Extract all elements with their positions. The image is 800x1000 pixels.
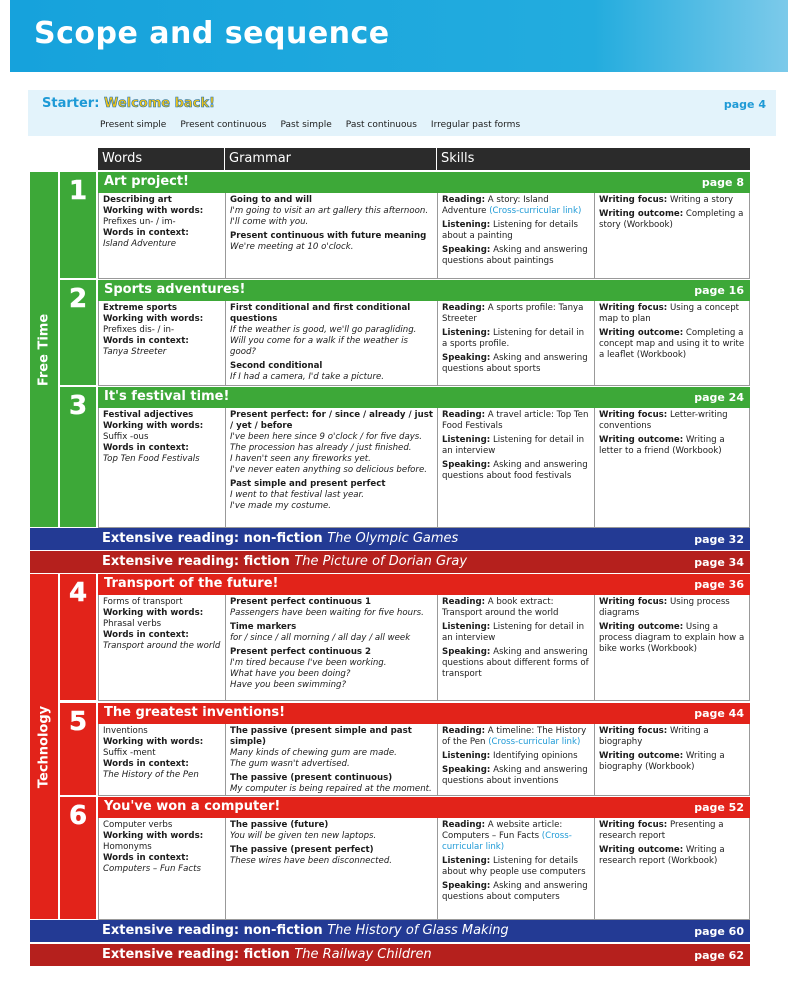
unit-title-bar [98,387,750,408]
unit-title: You've won a computer! [104,799,281,814]
skills-cell: Reading: A story: Island Adventure (Cross-curricular link) Listening: Listening for details about a painting Speaking: Asking and answering questions about paintings [438,193,595,278]
starter-item: Past simple [280,120,332,130]
theme-free-time [30,172,58,527]
page-title: Scope and sequence [34,16,390,51]
starter-items [100,120,520,130]
unit-body [98,301,750,386]
unit-number: 1 [60,172,96,278]
extensive-page: page 62 [694,949,744,962]
starter-item: Irregular past forms [430,120,521,130]
extensive-reading-bar: Extensive reading: fiction The Railway Children page 62 [30,944,750,966]
words-cell: Festival adjectives Working with words: Suffix -ous Words in context: Top Ten Food Festivals [99,408,226,527]
grammar-cell: The passive (future) You will be given ten new laptops. The passive (present perfect) These wires have been disconnected. [226,818,438,919]
unit-3 [98,387,750,528]
table-header [98,148,750,170]
writing-cell: Writing focus: Using process diagrams Writing outcome: Using a process diagram to explain how a bike works (Workbook) [599,597,745,654]
starter-page: page 4 [723,98,766,111]
unit-page: page 8 [701,176,744,189]
words-cell: Computer verbs Working with words: Homonyms Words in context: Computers – Fun Facts [99,818,226,919]
skills-cell: Reading: A website article: Computers – Fun Facts (Cross-curricular link) Listening: Listening for details about why people use computers Speaking: Asking and answering questions about computers [438,818,595,919]
grammar-cell: The passive (present simple and past simple) Many kinds of chewing gum are made. The gum wasn't advertised. The passive (present continuous) My computer is being repaired at the moment. [226,724,438,795]
cross-curricular-link: (Cross-curricular link) [442,831,572,852]
skills-cell: Reading: A timeline: The History of the Pen (Cross-curricular link) Listening: Identifying opinions Speaking: Asking and answering questions about inventions [438,724,595,795]
cross-curricular-link: (Cross-curricular link) [489,206,582,216]
unit-title: Sports adventures! [104,282,246,297]
unit-body [98,408,750,528]
unit-title-bar [98,280,750,301]
header-words: Words [98,148,225,170]
unit-number: 3 [60,387,96,527]
grammar-cell: First conditional and first conditional questions If the weather is good, we'll go paragliding. Will you come for a walk if the weather is good? Second conditional If I had a camera, I'd take a picture. [226,301,438,385]
unit-number: 2 [60,280,96,385]
words-cell: Describing art Working with words: Prefixes un- / im- Words in context: Island Adventure [99,193,226,278]
unit-body [98,193,750,279]
starter-item: Present continuous [180,120,267,130]
unit-body [98,595,750,701]
unit-body [98,818,750,920]
grammar-cell: Present perfect continuous 1 Passengers have been waiting for five hours. Time markers for / since / all morning / all day / all week Present perfect continuous 2 I'm tired because I've been working. What have you been doing? Have you been swimming? [226,595,438,700]
unit-body [98,724,750,796]
unit-title-bar [98,172,750,193]
unit-title: The greatest inventions! [104,705,286,720]
title-banner [10,0,788,72]
writing-cell: Writing focus: Writing a story Writing outcome: Completing a story (Workbook) [599,195,744,230]
unit-2 [98,280,750,386]
header-grammar: Grammar [225,148,437,170]
grammar-cell: Present perfect: for / since / already / just / yet / before I've been here since 9 o'clock / for five days. The procession has already / just finished. I haven't seen any fireworks yet. I've never eaten anything so delicious before. Past simple and present perfect I went to that festival last year. I've made my costume. [226,408,438,527]
extensive-reading-bar: Extensive reading: non-fiction The Olympic Games page 32 [30,528,750,550]
writing-cell: Writing focus: Letter-writing conventions Writing outcome: Writing a letter to a friend (Workbook) [599,410,728,456]
cross-curricular-link: (Cross-curricular link) [488,737,581,747]
extensive-reading-bar: Extensive reading: fiction The Picture of Dorian Gray page 34 [30,551,750,573]
unit-title-bar [98,797,750,818]
words-cell: Extreme sports Working with words: Prefixes dis- / in- Words in context: Tanya Streeter [99,301,226,385]
extensive-page: page 34 [694,556,744,569]
writing-cell: Writing focus: Using a concept map to plan Writing outcome: Completing a concept map and using it to write a leaflet (Workbook) [599,303,745,360]
unit-number: 6 [60,797,96,919]
unit-title-bar [98,703,750,724]
unit-title-bar [98,574,750,595]
unit-title: It's festival time! [104,389,230,404]
words-cell: Forms of transport Working with words: Phrasal verbs Words in context: Transport around the world [99,595,226,700]
theme-technology [30,574,58,919]
extensive-page: page 60 [694,925,744,938]
unit-page: page 44 [694,707,744,720]
writing-cell: Writing focus: Writing a biography Writing outcome: Writing a biography (Workbook) [599,726,725,772]
unit-5 [98,703,750,796]
unit-page: page 24 [694,391,744,404]
unit-title: Art project! [104,174,189,189]
extensive-reading-bar: Extensive reading: non-fiction The History of Glass Making page 60 [30,920,750,942]
starter-label [42,96,215,111]
unit-number: 5 [60,703,96,795]
unit-title: Transport of the future! [104,576,279,591]
extensive-page: page 32 [694,533,744,546]
unit-4 [98,574,750,701]
writing-cell: Writing focus: Presenting a research report Writing outcome: Writing a research report (Workbook) [599,820,725,866]
unit-page: page 36 [694,578,744,591]
unit-6 [98,797,750,920]
starter-item: Past continuous [345,120,417,130]
unit-page: page 16 [694,284,744,297]
unit-number: 4 [60,574,96,700]
unit-1 [98,172,750,279]
theme-label: Technology [36,705,52,788]
skills-cell: Reading: A book extract: Transport around the world Listening: Listening for detail in an interview Speaking: Asking and answering questions about different forms of transport [438,595,595,700]
theme-label: Free Time [36,313,52,386]
starter-prefix: Starter: [42,96,100,111]
starter-unit [28,90,776,136]
starter-name: Welcome back! [103,96,215,111]
words-cell: Inventions Working with words: Suffix -ment Words in context: The History of the Pen [99,724,226,795]
skills-cell: Reading: A sports profile: Tanya Streeter Listening: Listening for detail in a sports profile. Speaking: Asking and answering questions about sports [438,301,595,385]
unit-page: page 52 [694,801,744,814]
header-skills: Skills [441,151,475,166]
skills-cell: Reading: A travel article: Top Ten Food Festivals Listening: Listening for detail in an interview Speaking: Asking and answering questions about food festivals [438,408,595,527]
grammar-cell: Going to and will I'm going to visit an art gallery this afternoon. I'll come with you. Present continuous with future meaning We're meeting at 10 o'clock. [226,193,438,278]
starter-item: Present simple [100,120,167,130]
